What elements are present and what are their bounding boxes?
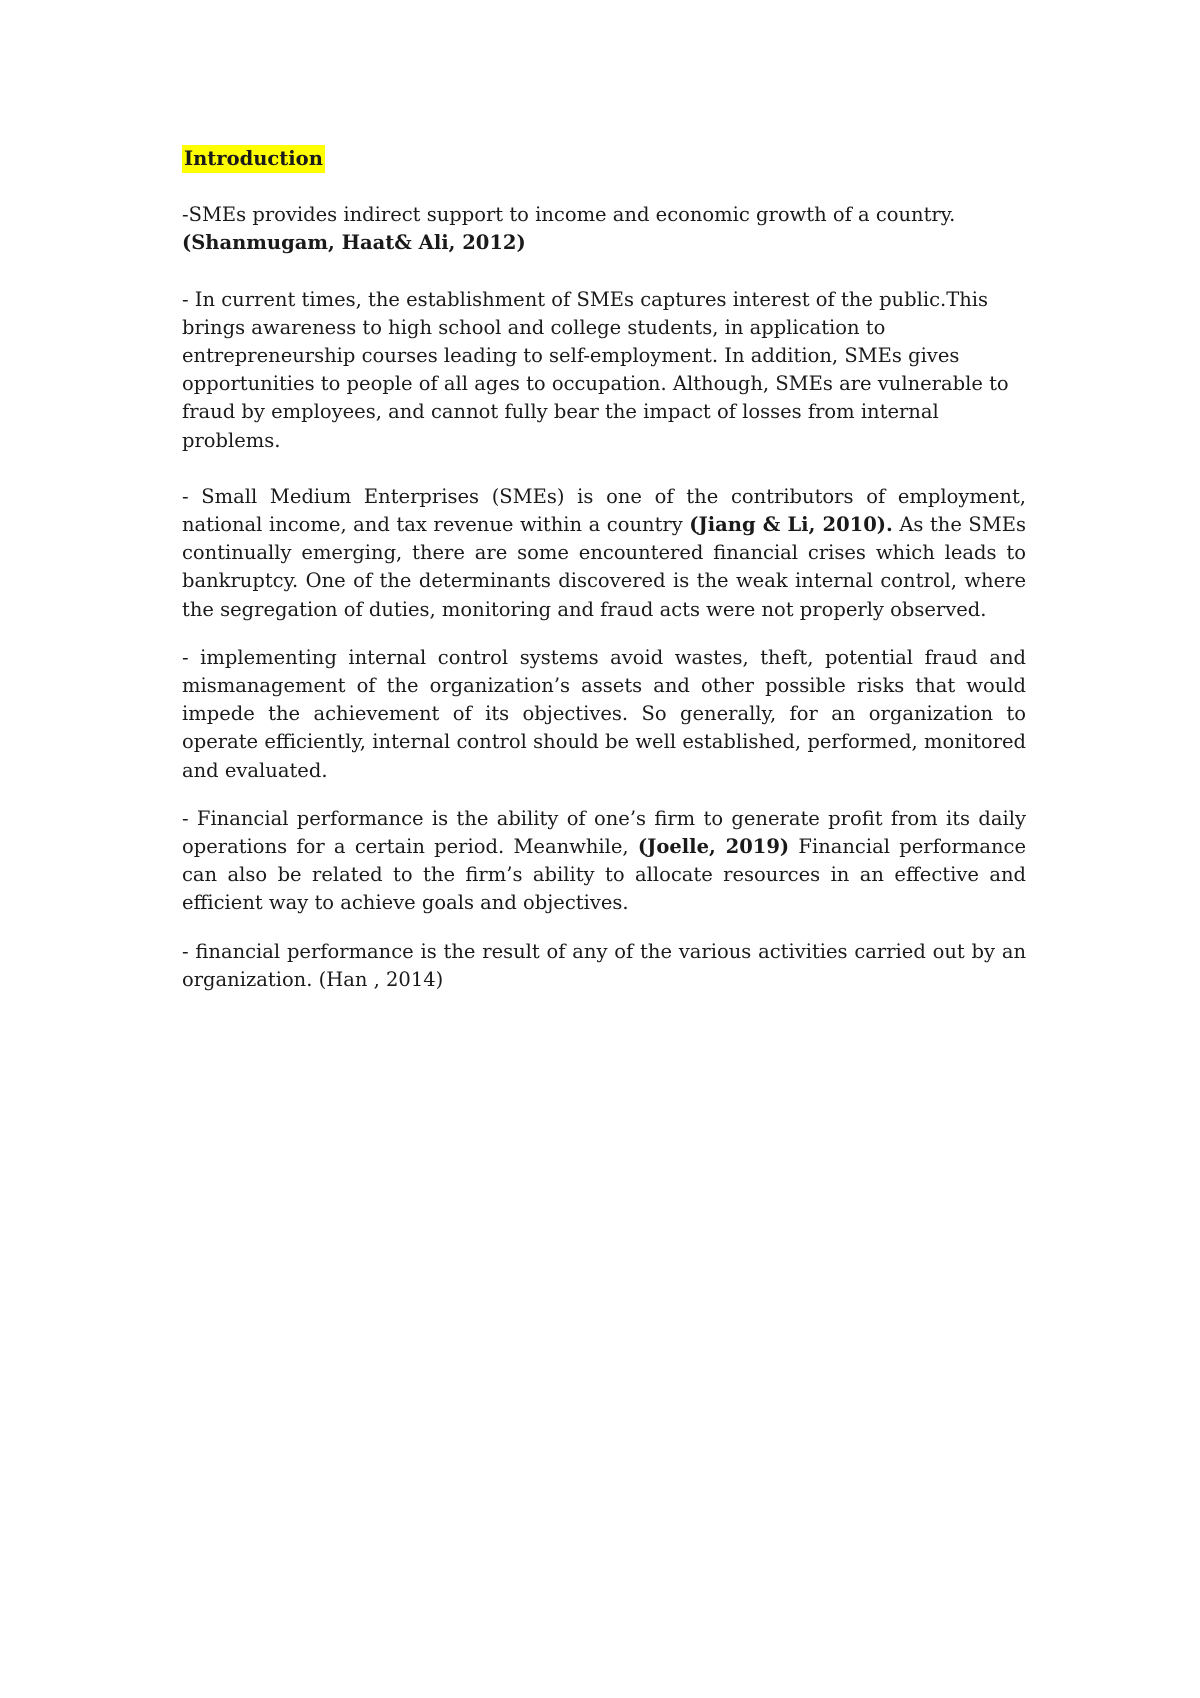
citation: (Joelle, 2019) [637, 835, 790, 859]
section-heading: Introduction [182, 145, 325, 173]
paragraph-3 [182, 483, 1026, 624]
paragraph-text: - financial performance is the result of any of the various activities carried out by an organization. (Han , 2014) [182, 939, 1026, 991]
paragraph-text: -SMEs provides indirect support to income and economic growth of a country. [182, 203, 956, 227]
document-body [182, 145, 1026, 1014]
paragraph-text: - In current times, the establishment of SMEs captures interest of the public.This brings awareness to high school and college students, in application to entrepreneurship courses leading to self-employment. In addition, SMEs gives opportunities to people of all ages to occupation. Although, SMEs are vulnerable to fraud by employees, and cannot fully bear the impact of losses from internal problems. [182, 287, 1009, 452]
paragraph-text: As the SMEs continually emerging, there are some encountered financial crises which leads to bankruptcy. One of the determinants discovered is the weak internal control, where the segregation of duties, monitoring and fraud acts were not properly observed. [182, 513, 1026, 621]
citation: (Shanmugam, Haat& Ali, 2012) [182, 231, 526, 255]
paragraph-text: Financial performance can also be related to the firm’s ability to allocate resources in an effective and efficient way to achieve goals and objectives. [182, 835, 1026, 915]
paragraph-1 [182, 201, 1026, 257]
paragraph-5 [182, 805, 1026, 918]
paragraph-text: - implementing internal control systems avoid wastes, theft, potential fraud and mismanagement of the organization’s assets and other possible risks that would impede the achievement of its objectives. So generally, for an organization to operate efficiently, internal control should be well established, performed, monitored and evaluated. [182, 645, 1026, 782]
paragraph-4 [182, 644, 1026, 785]
paragraph-text: - Financial performance is the ability of one’s firm to generate profit from its daily operations for a certain period. Meanwhile, [182, 806, 1026, 859]
citation: (Jiang & Li, 2010). [689, 513, 893, 537]
paragraph-2 [182, 286, 1026, 455]
paragraph-text: - Small Medium Enterprises (SMEs) is one of the contributors of employment, national income, and tax revenue within a country [182, 484, 1026, 537]
paragraph-6 [182, 938, 1026, 994]
